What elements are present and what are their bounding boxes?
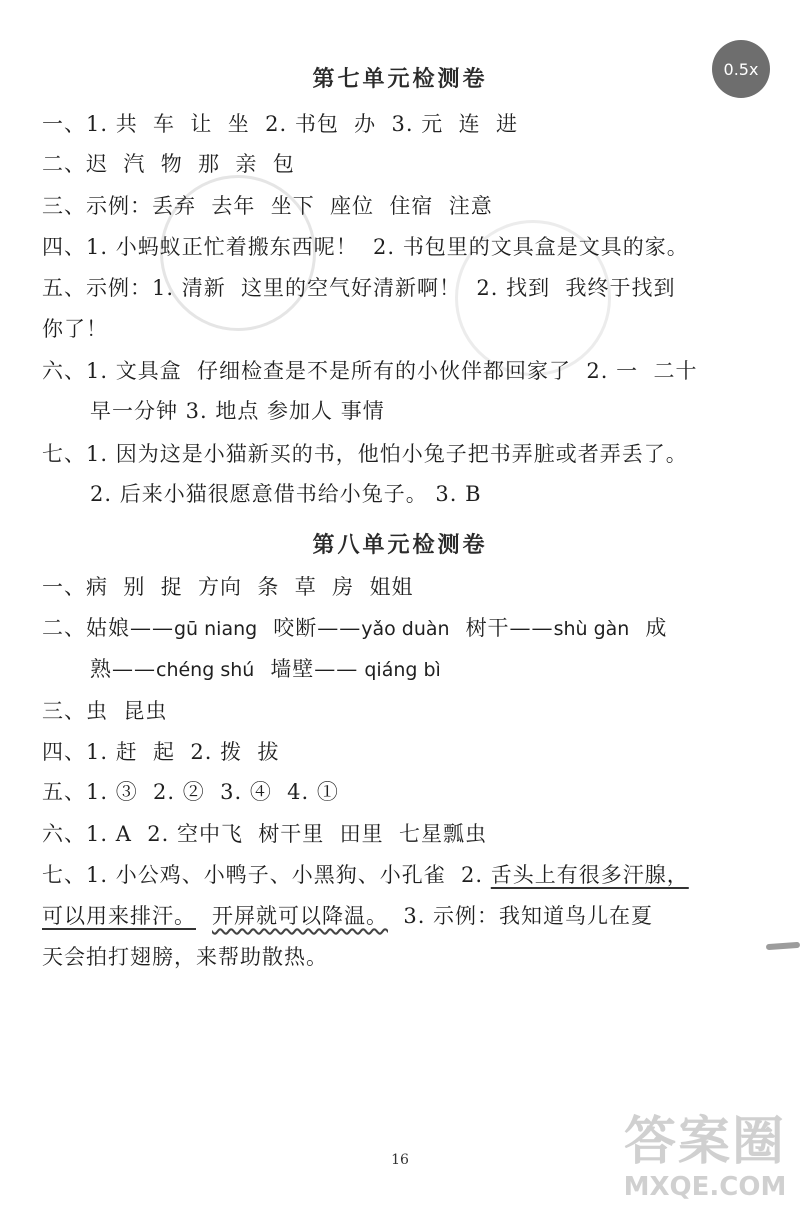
unit7-q3 <box>42 192 493 220</box>
unit7-q6-continuation: 早一分钟 3. 地点 参加人 事情 <box>90 399 385 423</box>
answer-text: 1. 因为这是小猫新买的书，他怕小兔子把书弄脏或者弄丢了。 <box>86 442 688 466</box>
answer-text: 虫 昆虫 <box>86 699 168 723</box>
question-number: 六、 <box>42 359 86 383</box>
answer-text: 1. 小蚂蚁正忙着搬东西呢！ 2. 书包里的文具盒是文具的家。 <box>86 235 689 259</box>
answer-text: 1. 共 车 让 坐 2. 书包 办 3. 元 连 进 <box>86 112 518 136</box>
answer-text: 病 别 捉 方向 条 草 房 姐姐 <box>86 575 414 599</box>
question-number: 七、 <box>42 442 86 466</box>
unit8-q2-continuation <box>90 655 441 684</box>
question-number: 五、 <box>42 780 86 804</box>
word: 成 <box>645 616 668 640</box>
underlined-answer: 舌头上有很多汗腺， <box>490 863 689 887</box>
watermark-url: MXQE.COM <box>623 1172 787 1202</box>
question-number: 四、 <box>42 235 86 259</box>
unit8-q3 <box>42 697 167 725</box>
unit7-q7 <box>42 440 688 468</box>
question-number: 七、 <box>42 863 86 887</box>
unit7-q1 <box>42 110 518 138</box>
question-number: 六、 <box>42 822 86 846</box>
unit8-q6 <box>42 820 487 848</box>
answer-text: 1. 赶 起 2. 拨 拔 <box>86 740 280 764</box>
unit7-q7-continuation: 2. 后来小猫很愿意借书给小兔子。 3. B <box>90 482 482 506</box>
question-number: 三、 <box>42 194 86 218</box>
unit8-q7-continuation-2: 天会拍打翅膀，来帮助散热。 <box>42 945 328 969</box>
unit7-q6 <box>42 357 697 385</box>
unit7-q5-continuation: 你了！ <box>42 317 108 341</box>
wavy-underlined-answer: 开屏就可以降温。 <box>212 904 388 928</box>
unit7-q2 <box>42 150 295 178</box>
pen-mark <box>766 942 800 950</box>
pinyin: qiáng bì <box>358 659 441 681</box>
unit8-q1 <box>42 573 413 601</box>
answer-text: 示例：1. 清新 这里的空气好清新啊！ 2. 找到 我终于找到 <box>86 276 676 300</box>
answer-text: 示例：丢弃 去年 坐下 座位 住宿 注意 <box>86 194 493 218</box>
pinyin: chéng shú <box>156 659 255 681</box>
question-number: 五、 <box>42 276 86 300</box>
answer-text: 迟 汽 物 那 亲 包 <box>86 152 295 176</box>
word: 墙壁—— <box>270 657 359 681</box>
answer-text: 1. 小公鸡、小鸭子、小黑狗、小孔雀 2. <box>86 863 491 887</box>
unit8-title: 第八单元检测卷 <box>312 532 488 558</box>
underlined-answer: 可以用来排汗。 <box>42 904 196 928</box>
word: 姑娘—— <box>86 616 174 640</box>
answer-text: 1. A 2. 空中飞 树干里 田里 七星瓢虫 <box>86 822 487 846</box>
answer-text: 1. ③ 2. ② 3. ④ 4. ① <box>86 780 339 804</box>
unit8-q5 <box>42 778 339 806</box>
answer-text: 1. 文具盒 仔细检查是不是所有的小伙伴都回家了 2. 一 二十 <box>86 359 698 383</box>
unit7-title: 第七单元检测卷 <box>312 66 488 92</box>
unit8-q7 <box>42 861 689 889</box>
question-number: 一、 <box>42 575 86 599</box>
question-number: 一、 <box>42 112 86 136</box>
word: 咬断—— <box>273 616 362 640</box>
page-number: 16 <box>391 1152 409 1168</box>
watermark-text: 答案圈 <box>623 1112 786 1172</box>
question-number: 四、 <box>42 740 86 764</box>
unit7-q5 <box>42 274 675 302</box>
question-number: 二、 <box>42 152 86 176</box>
unit7-q4 <box>42 233 689 261</box>
pinyin: yǎo duàn <box>361 618 450 640</box>
watermark-logo <box>620 1112 790 1207</box>
word: 熟—— <box>90 657 156 681</box>
unit8-q7-continuation <box>42 902 653 930</box>
question-number: 二、 <box>42 616 86 640</box>
unit8-q2 <box>42 614 667 643</box>
pinyin: shù gàn <box>553 618 630 640</box>
answer-text: 3. 示例：我知道鸟儿在夏 <box>388 904 654 928</box>
pinyin: gū niang <box>174 618 258 640</box>
question-number: 三、 <box>42 699 86 723</box>
word: 树干—— <box>465 616 554 640</box>
playback-speed-button[interactable]: 0.5x <box>712 40 770 98</box>
unit8-q4 <box>42 738 279 766</box>
